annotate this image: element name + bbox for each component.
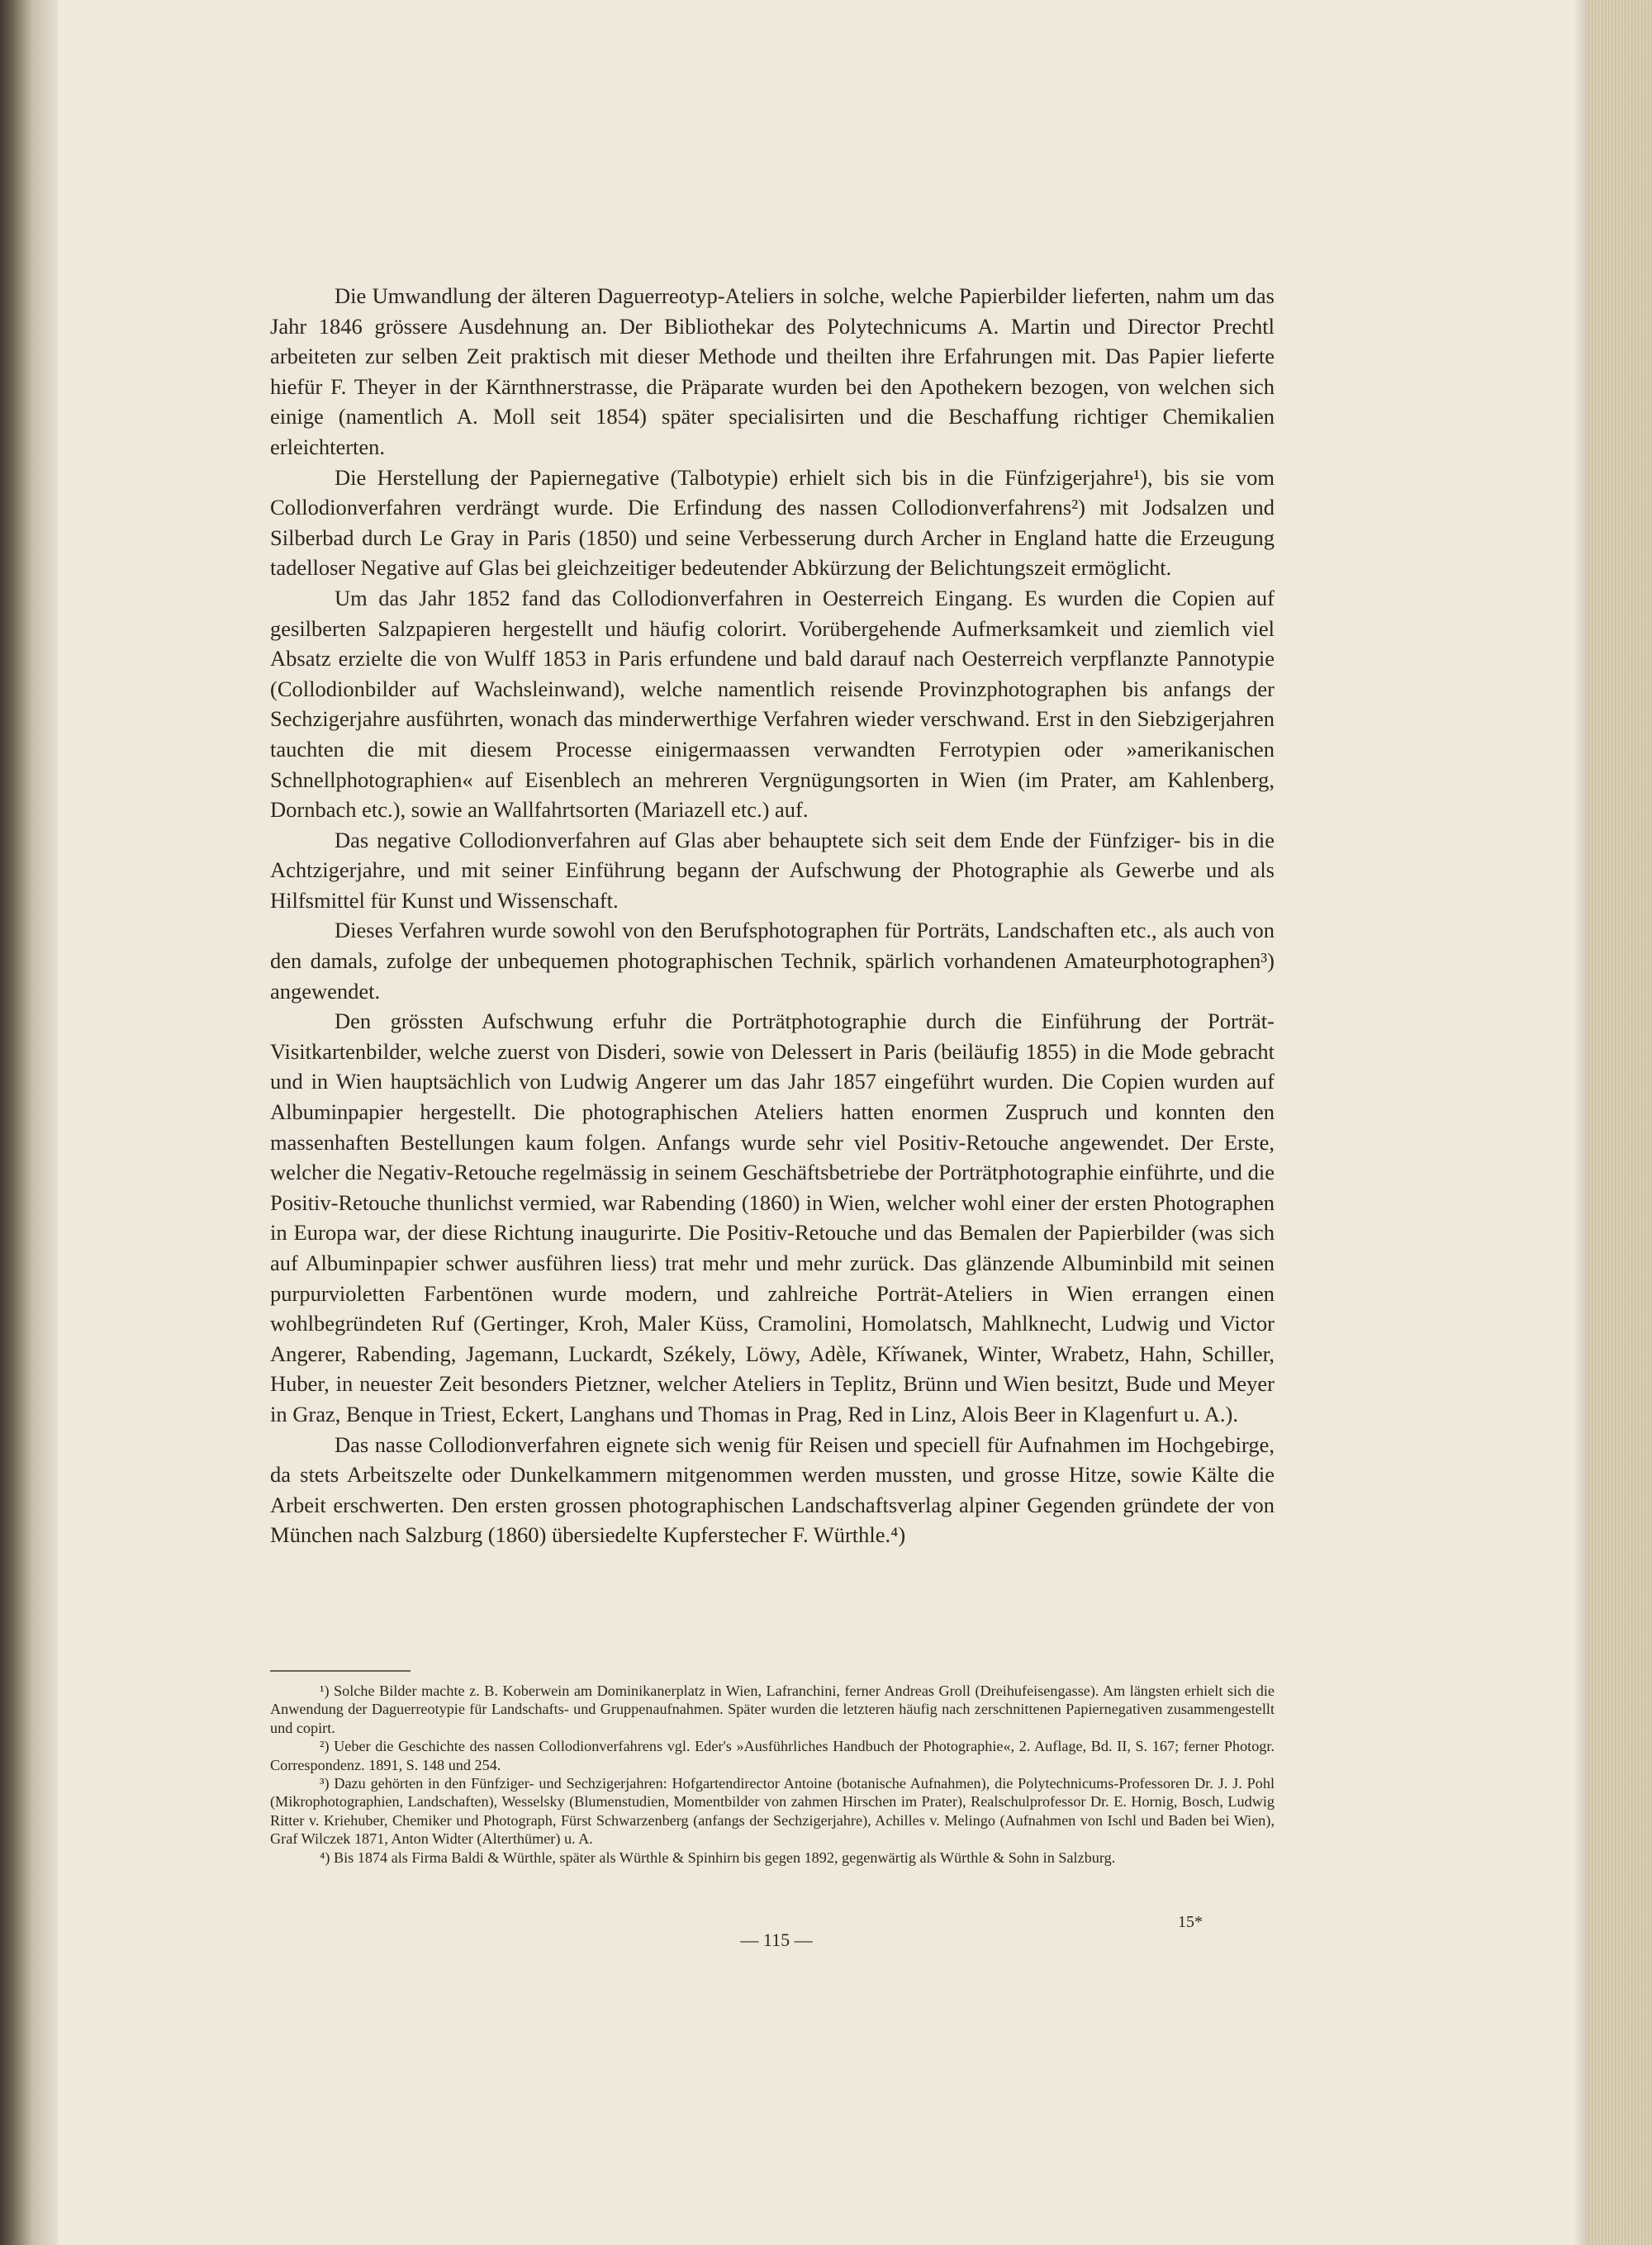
signature-mark: 15* [1178,1913,1203,1931]
paragraph: Den grössten Aufschwung erfuhr die Porträtphotographie durch die Einführung der Porträt-Visitkartenbilder, welche zuerst von Disderi, sowie von Delessert in Paris (beiläufig 1855) in die Mode gebracht und in Wien hauptsächlich von Ludwig Angerer um das Jahr 1857 eingeführt wurden. Die Copien wurden auf Albuminpapier hergestellt. Die photographischen Ateliers hatten enormen Zuspruch und konnten den massenhaften Bestellungen kaum folgen. Anfangs wurde sehr viel Positiv-Retouche angewendet. Der Erste, welcher die Negativ-Retouche regelmässig in seinem Geschäftsbetriebe der Porträtphotographie einführte, und die Positiv-Retouche thunlichst vermied, war Rabending (1860) in Wien, welcher wohl einer der ersten Photographen in Europa war, der diese Richtung inaugurirte. Die Positiv-Retouche und das Bemalen der Papierbilder (was sich auf Albuminpapier schwer ausführen liess) trat mehr und mehr zurück. Das glänzende Albuminbild mit seinen purpurvioletten Farbentönen wurde modern, und zahlreiche Porträt-Ateliers in Wien errangen einen wohlbegründeten Ruf (Gertinger, Kroh, Maler Küss, Cramolini, Homolatsch, Mahlknecht, Ludwig und Victor Angerer, Rabending, Jagemann, Luckardt, Székely, Löwy, Adèle, Kříwanek, Winter, Wrabetz, Hahn, Schiller, Huber, in neuester Zeit besonders Pietzner, welcher Ateliers in Teplitz, Brünn und Wien besitzt, Bude und Meyer in Graz, Benque in Triest, Eckert, Langhans und Thomas in Prag, Red in Linz, Alois Beer in Klagenfurt u. A.). [270,1009,1275,1426]
footnote: ³) Dazu gehörten in den Fünfziger- und Sechzigerjahren: Hofgartendirector Antoine (botanische Aufnahmen), die Polytechnicums-Professoren Dr. J. J. Pohl (Mikrophotographien, Landschaften), Wesselsky (Blumenstudien, Momentbilder von zahmen Hirschen im Prater), Realschulprofessor Dr. E. Hornig, Bosch, Ludwig Ritter v. Kriehuber, Chemiker und Photograph, Fürst Schwarzenberg (anfangs der Sechzigerjahre), Achilles v. Melingo (Aufnahmen von Ischl und Baden bei Wien), Graf Wilczek 1871, Anton Widter (Alterthümer) u. A. [270,1775,1275,1848]
paragraph: Dieses Verfahren wurde sowohl von den Berufsphotographen für Porträts, Landschaften etc., als auch von den damals, zufolge der unbequemen photographischen Technik, spärlich vorhandenen Amateurphotographen³) angewendet. [270,918,1275,1004]
footnotes [270,1682,1275,1867]
book-gutter [0,0,58,2245]
paragraph: Um das Jahr 1852 fand das Collodionverfahren in Oesterreich Eingang. Es wurden die Copien auf gesilberten Salzpapieren hergestellt und häufig colorirt. Vorübergehende Aufmerksamkeit und ziemlich viel Absatz erzielte die von Wulff 1853 in Paris erfundene und bald darauf nach Oesterreich verpflanzte Pannotypie (Collodionbilder auf Wachsleinwand), welche namentlich reisende Provinzphotographen bis anfangs der Sechzigerjahre ausführten, wonach das minderwerthige Verfahren wieder verschwand. Erst in den Siebzigerjahren tauchten die mit diesem Processe einigermaassen verwandten Ferrotypien oder »amerikanischen Schnellphotographien« auf Eisenblech an mehreren Vergnügungsorten in Wien (im Prater, am Kahlenberg, Dornbach etc.), sowie an Wallfahrtsorten (Mariazell etc.) auf. [270,585,1275,823]
paragraph: Die Herstellung der Papiernegative (Talbotypie) erhielt sich bis in die Fünfzigerjahre¹), bis sie vom Collodionverfahren verdrängt wurde. Die Erfindung des nassen Collodionverfahrens²) mit Jodsalzen und Silberbad durch Le Gray in Paris (1850) und seine Verbesserung durch Archer in England hatte die Erzeugung tadelloser Negative auf Glas bei gleichzeitiger bedeutender Abkürzung der Belichtungszeit ermöglicht. [270,464,1275,581]
footnote: ¹) Solche Bilder machte z. B. Koberwein am Dominikanerplatz in Wien, Lafranchini, ferner Andreas Groll (Dreihufeisengasse). Am längsten erhielt sich die Anwendung der Daguerreotypie für Landschafts- und Gruppenaufnahmen. Später wurden die letzteren häufig nach zerschnittenen Papiernegativen zusammengestellt und copirt. [270,1683,1275,1736]
footnote: ⁴) Bis 1874 als Firma Baldi & Würthle, später als Würthle & Spinhirn bis gegen 1892, gegenwärtig als Würthle & Sohn in Salzburg. [320,1849,1116,1866]
page-stack-edge [1588,0,1652,2245]
paragraph: Das nasse Collodionverfahren eignete sich wenig für Reisen und speciell für Aufnahmen im Hochgebirge, da stets Arbeitszelte oder Dunkelkammern mitgenommen werden mussten, und grosse Hitze, sowie Kälte die Arbeit erschwerten. Den ersten grossen photographischen Landschaftsverlag alpiner Gegenden gründete der von München nach Salzburg (1860) übersiedelte Kupferstecher F. Würthle.⁴) [270,1431,1275,1548]
footnote: ²) Ueber die Geschichte des nassen Collodionverfahrens vgl. Eder's »Ausführliches Handbuch der Photographie«, 2. Auflage, Bd. II, S. 167; ferner Photogr. Correspondenz. 1891, S. 148 und 254. [270,1738,1275,1773]
footnote-rule [270,1670,411,1672]
paragraph: Das negative Collodionverfahren auf Glas aber behauptete sich seit dem Ende der Fünfziger- bis in die Achtzigerjahre, und mit seiner Einführung begann der Aufschwung der Photographie als Gewerbe und als Hilfsmittel für Kunst und Wissenschaft. [270,827,1275,913]
body-text [270,281,1275,1550]
paragraph: Die Umwandlung der älteren Daguerreotyp-Ateliers in solche, welche Papierbilder lieferten, nahm um das Jahr 1846 grössere Ausdehnung an. Der Bibliothekar des Polytechnicums A. Martin und Director Prechtl arbeiteten zur selben Zeit praktisch mit dieser Methode und theilten ihre Erfahrungen mit. Das Papier lieferte hiefür F. Theyer in der Kärnthnerstrasse, die Präparate wurden bei den Apothekern bezogen, von welchen sich einige (namentlich A. Moll seit 1854) später specialisirten und die Beschaffung richtiger Chemikalien erleichterten. [270,283,1275,459]
page-number: — 115 — [740,1929,813,1950]
